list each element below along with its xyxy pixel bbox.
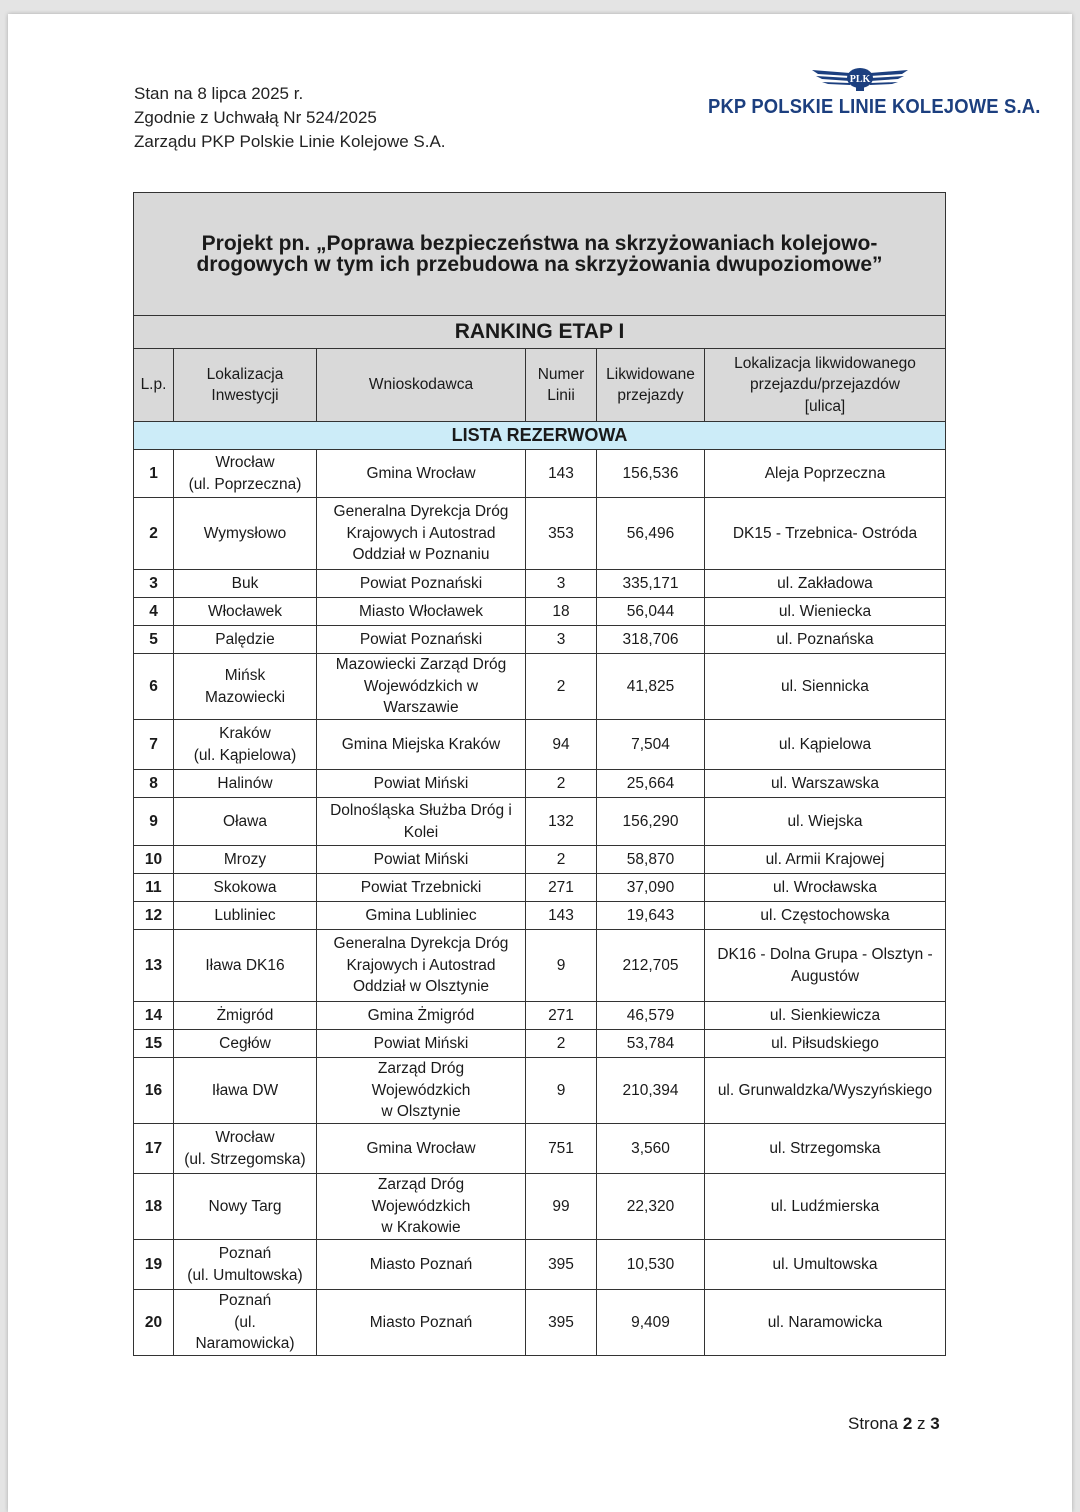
- cell-line: Gmina Miejska Kraków: [341, 735, 501, 753]
- cell-line: Powiat Miński: [373, 1034, 469, 1052]
- ranking-heading: RANKING ETAP I: [134, 316, 946, 349]
- total-pages: 3: [930, 1414, 940, 1433]
- cell-line: Mazowiecki: [204, 688, 286, 706]
- cell-line-number: 271: [526, 1002, 597, 1030]
- cell-line: ul. Umultowska: [772, 1255, 878, 1273]
- cell-applicant: [317, 846, 526, 874]
- cell-line-number: 353: [526, 498, 597, 570]
- cell-lp: 13: [134, 930, 174, 1002]
- cell-line-number: 3: [526, 626, 597, 654]
- column-header-applicant: Wnioskodawca: [317, 349, 526, 422]
- cell-crossings: 10,530: [597, 1240, 705, 1290]
- cell-location: [174, 902, 317, 930]
- cell-street: [705, 1030, 946, 1058]
- cell-line-number: 395: [526, 1240, 597, 1290]
- cell-line: Naramowicka): [195, 1335, 295, 1353]
- cell-street: [705, 498, 946, 570]
- cell-line: Oława: [223, 812, 267, 830]
- cell-line: Gmina Żmigród: [367, 1006, 475, 1024]
- cell-line: Krajowych i Autostrad: [346, 956, 496, 974]
- cell-location: [174, 626, 317, 654]
- cell-applicant: [317, 570, 526, 598]
- cell-lp: 20: [134, 1290, 174, 1356]
- table-row: [134, 770, 946, 798]
- cell-applicant: [317, 1290, 526, 1356]
- cell-line: Skokowa: [213, 878, 277, 896]
- header-line: Numer: [537, 365, 585, 383]
- cell-street: [705, 902, 946, 930]
- table-row: [134, 626, 946, 654]
- cell-applicant: [317, 770, 526, 798]
- company-name: PKP POLSKIE LINIE KOLEJOWE S.A.: [708, 96, 1041, 118]
- cell-line-number: 9: [526, 930, 597, 1002]
- cell-line: ul. Ludźmierska: [770, 1197, 880, 1215]
- pkp-plk-logo: [708, 64, 1041, 128]
- cell-crossings: 56,496: [597, 498, 705, 570]
- cell-crossings: 9,409: [597, 1290, 705, 1356]
- page-label: Strona: [848, 1414, 899, 1433]
- cell-location: [174, 570, 317, 598]
- cell-line: Wymysłowo: [203, 524, 287, 542]
- cell-line-number: 2: [526, 654, 597, 720]
- cell-location: [174, 1124, 317, 1174]
- table-row: [134, 598, 946, 626]
- cell-line: Zarząd Dróg: [377, 1060, 465, 1078]
- current-page: 2: [902, 1414, 913, 1433]
- cell-line: ul. Wrocławska: [773, 878, 877, 896]
- cell-line: Wrocław: [215, 454, 275, 471]
- cell-line: Dolnośląska Służba Dróg i: [330, 802, 512, 819]
- cell-line: Włocławek: [207, 602, 283, 620]
- table-row: [134, 450, 946, 498]
- table-row: [134, 654, 946, 720]
- cell-location: [174, 1002, 317, 1030]
- cell-crossings: 41,825: [597, 654, 705, 720]
- cell-crossings: 7,504: [597, 720, 705, 770]
- cell-lp: 6: [134, 654, 174, 720]
- cell-location: [174, 1058, 317, 1124]
- cell-line: ul. Grunwaldzka/Wyszyńskiego: [717, 1081, 933, 1099]
- cell-line: ul. Kąpielowa: [778, 735, 872, 753]
- cell-lp: 17: [134, 1124, 174, 1174]
- column-header-line-number: [526, 349, 597, 422]
- cell-line: Generalna Dyrekcja Dróg: [333, 503, 509, 521]
- table-row: [134, 1290, 946, 1356]
- cell-line: Zarząd Dróg: [377, 1176, 465, 1194]
- column-header-location: [174, 349, 317, 422]
- cell-lp: 11: [134, 874, 174, 902]
- cell-crossings: 22,320: [597, 1174, 705, 1240]
- project-title: [134, 193, 946, 316]
- cell-street: [705, 798, 946, 846]
- cell-line: (ul.: [234, 1313, 256, 1331]
- cell-line: Mrozy: [223, 850, 267, 868]
- table-row: [134, 846, 946, 874]
- cell-street: [705, 720, 946, 770]
- cell-line: Poznań: [218, 1292, 272, 1310]
- document-page: [8, 14, 1072, 1512]
- cell-crossings: 318,706: [597, 626, 705, 654]
- column-header-lp: L.p.: [134, 349, 174, 422]
- cell-line-number: 271: [526, 874, 597, 902]
- cell-line: Nowy Targ: [208, 1197, 282, 1215]
- cell-line: Oddział w Olsztynie: [352, 978, 490, 996]
- cell-line: Miasto Włocławek: [358, 602, 484, 620]
- cell-line-number: 751: [526, 1124, 597, 1174]
- cell-applicant: [317, 1030, 526, 1058]
- cell-location: [174, 1240, 317, 1290]
- cell-line: Aleja Poprzeczna: [764, 464, 886, 482]
- cell-line: Mińsk: [224, 667, 266, 684]
- cell-line: ul. Naramowicka: [767, 1313, 883, 1331]
- table-row: [134, 570, 946, 598]
- cell-line: Mazowiecki Zarząd Dróg: [335, 656, 507, 674]
- cell-line: Cegłów: [219, 1034, 271, 1052]
- cell-line: Wrocław: [215, 1129, 275, 1146]
- cell-applicant: [317, 1002, 526, 1030]
- cell-line: Halinów: [217, 774, 273, 792]
- header-line: przejazdu/przejazdów: [750, 376, 900, 394]
- table-row: [134, 902, 946, 930]
- cell-line: Augustów: [790, 967, 860, 985]
- cell-line-number: 143: [526, 902, 597, 930]
- cell-line: ul. Sienkiewicza: [769, 1006, 881, 1024]
- table-row: [134, 1030, 946, 1058]
- cell-crossings: 212,705: [597, 930, 705, 1002]
- cell-line: Powiat Poznański: [359, 630, 483, 648]
- plk-winged-emblem-icon: [810, 64, 910, 92]
- cell-applicant: [317, 798, 526, 846]
- cell-line: Powiat Poznański: [359, 574, 483, 592]
- cell-line: Miasto Poznań: [369, 1255, 473, 1273]
- cell-street: [705, 874, 946, 902]
- column-header-street: [705, 349, 946, 422]
- cell-line-number: 132: [526, 798, 597, 846]
- cell-line: ul. Częstochowska: [760, 906, 890, 924]
- cell-line: Żmigród: [216, 1006, 274, 1024]
- cell-street: [705, 1124, 946, 1174]
- cell-crossings: 53,784: [597, 1030, 705, 1058]
- cell-applicant: [317, 1058, 526, 1124]
- cell-location: [174, 654, 317, 720]
- cell-crossings: 3,560: [597, 1124, 705, 1174]
- cell-applicant: [317, 598, 526, 626]
- cell-line: ul. Warszawska: [771, 774, 879, 792]
- cell-location: [174, 1290, 317, 1356]
- cell-crossings: 58,870: [597, 846, 705, 874]
- cell-line-number: 2: [526, 846, 597, 874]
- cell-street: [705, 930, 946, 1002]
- table-row: [134, 1174, 946, 1240]
- cell-line: Kolei: [403, 823, 439, 841]
- header-line: Lokalizacja: [206, 365, 284, 383]
- cell-location: [174, 770, 317, 798]
- cell-line: ul. Wiejska: [787, 812, 863, 830]
- cell-location: [174, 450, 317, 498]
- cell-lp: 16: [134, 1058, 174, 1124]
- cell-applicant: [317, 654, 526, 720]
- cell-line: Gmina Lubliniec: [365, 906, 477, 924]
- cell-line: ul. Strzegomska: [769, 1139, 881, 1157]
- cell-applicant: [317, 1174, 526, 1240]
- table-row: [134, 1240, 946, 1290]
- cell-line-number: 2: [526, 1030, 597, 1058]
- cell-street: [705, 770, 946, 798]
- cell-crossings: 156,536: [597, 450, 705, 498]
- cell-line: Oddział w Poznaniu: [352, 546, 490, 564]
- cell-lp: 2: [134, 498, 174, 570]
- cell-crossings: 19,643: [597, 902, 705, 930]
- cell-line: Wojewódzkich: [371, 1081, 471, 1099]
- cell-street: [705, 1058, 946, 1124]
- cell-line: Palędzie: [215, 630, 275, 648]
- cell-line: ul. Siennicka: [781, 677, 869, 695]
- column-header-crossings: [597, 349, 705, 422]
- cell-line: DK15 - Trzebnica- Ostróda: [732, 524, 918, 542]
- cell-line: (ul. Strzegomska): [184, 1150, 306, 1168]
- header-line: Lokalizacja likwidowanego: [734, 354, 916, 372]
- emblem-text: PLK: [849, 74, 871, 85]
- cell-line: Buk: [231, 574, 259, 592]
- cell-line-number: 3: [526, 570, 597, 598]
- cell-street: [705, 1240, 946, 1290]
- cell-crossings: 25,664: [597, 770, 705, 798]
- cell-line: DK16 - Dolna Grupa - Olsztyn -: [717, 946, 933, 963]
- table-row: [134, 1124, 946, 1174]
- cell-applicant: [317, 1124, 526, 1174]
- cell-applicant: [317, 902, 526, 930]
- cell-location: [174, 846, 317, 874]
- cell-lp: 12: [134, 902, 174, 930]
- cell-crossings: 56,044: [597, 598, 705, 626]
- column-header-row: [134, 349, 946, 422]
- cell-crossings: 46,579: [597, 1002, 705, 1030]
- cell-lp: 18: [134, 1174, 174, 1240]
- cell-lp: 8: [134, 770, 174, 798]
- cell-lp: 4: [134, 598, 174, 626]
- cell-applicant: [317, 450, 526, 498]
- cell-line: Powiat Miński: [373, 774, 469, 792]
- cell-line: Generalna Dyrekcja Dróg: [333, 935, 509, 953]
- table-row: [134, 1002, 946, 1030]
- cell-line: ul. Piłsudskiego: [771, 1034, 879, 1052]
- cell-line: Warszawie: [383, 699, 459, 717]
- cell-lp: 14: [134, 1002, 174, 1030]
- cell-lp: 10: [134, 846, 174, 874]
- header-line: [ulica]: [804, 397, 846, 415]
- cell-street: [705, 1002, 946, 1030]
- cell-line-number: 2: [526, 770, 597, 798]
- cell-applicant: [317, 626, 526, 654]
- header-line: przejazdy: [617, 387, 684, 404]
- cell-lp: 5: [134, 626, 174, 654]
- cell-line-number: 9: [526, 1058, 597, 1124]
- cell-location: [174, 930, 317, 1002]
- cell-applicant: [317, 874, 526, 902]
- cell-location: [174, 1174, 317, 1240]
- cell-line: ul. Armii Krajowej: [765, 850, 885, 868]
- cell-line: Wojewódzkich: [371, 1197, 471, 1215]
- cell-lp: 15: [134, 1030, 174, 1058]
- cell-applicant: [317, 720, 526, 770]
- cell-street: [705, 846, 946, 874]
- cell-line: (ul. Kąpielowa): [193, 746, 297, 764]
- cell-street: [705, 1174, 946, 1240]
- cell-street: [705, 570, 946, 598]
- table-row: [134, 930, 946, 1002]
- cell-line: (ul. Poprzeczna): [188, 475, 302, 493]
- cell-lp: 9: [134, 798, 174, 846]
- cell-line: ul. Wieniecka: [778, 602, 872, 620]
- table-row: [134, 498, 946, 570]
- cell-crossings: 335,171: [597, 570, 705, 598]
- cell-line-number: 94: [526, 720, 597, 770]
- document-header: [134, 82, 446, 154]
- page-number: [848, 1414, 940, 1434]
- board-name: Zarządu PKP Polskie Linie Kolejowe S.A.: [134, 132, 446, 151]
- table-row: [134, 874, 946, 902]
- cell-line-number: 18: [526, 598, 597, 626]
- cell-crossings: 156,290: [597, 798, 705, 846]
- resolution-number: Zgodnie z Uchwałą Nr 524/2025: [134, 108, 377, 127]
- cell-location: [174, 498, 317, 570]
- cell-lp: 19: [134, 1240, 174, 1290]
- project-title-line: Projekt pn. „Poprawa bezpieczeństwa na skrzyżowaniach kolejowo-: [201, 231, 878, 255]
- cell-line: w Olsztynie: [381, 1103, 461, 1121]
- cell-line: Iława DW: [211, 1081, 279, 1099]
- cell-line-number: 99: [526, 1174, 597, 1240]
- cell-line: Gmina Wrocław: [366, 464, 476, 482]
- cell-location: [174, 1030, 317, 1058]
- cell-line: ul. Zakładowa: [777, 574, 873, 592]
- table-row: [134, 798, 946, 846]
- header-line: Inwestycji: [211, 387, 279, 404]
- cell-line: Kraków: [219, 725, 271, 742]
- header-line: Linii: [547, 387, 575, 404]
- cell-line: w Krakowie: [381, 1219, 461, 1237]
- header-line: Likwidowane: [606, 365, 695, 383]
- cell-crossings: 210,394: [597, 1058, 705, 1124]
- cell-line: Poznań: [218, 1245, 272, 1262]
- project-title-line: drogowych w tym ich przebudowa na skrzyżowania dwupoziomowe”: [196, 253, 883, 276]
- status-date: Stan na 8 lipca 2025 r.: [134, 84, 304, 103]
- ranking-table: [133, 192, 946, 1356]
- cell-lp: 3: [134, 570, 174, 598]
- cell-line: Powiat Miński: [373, 850, 469, 868]
- cell-location: [174, 874, 317, 902]
- table-row: [134, 720, 946, 770]
- cell-street: [705, 450, 946, 498]
- cell-lp: 1: [134, 450, 174, 498]
- cell-line: (ul. Umultowska): [187, 1266, 303, 1284]
- reserve-list-heading: LISTA REZERWOWA: [134, 422, 946, 450]
- cell-street: [705, 626, 946, 654]
- cell-line: Wojewódzkich w: [363, 677, 479, 695]
- cell-line: Lubliniec: [214, 906, 276, 924]
- cell-location: [174, 720, 317, 770]
- cell-line-number: 143: [526, 450, 597, 498]
- cell-crossings: 37,090: [597, 874, 705, 902]
- cell-street: [705, 1290, 946, 1356]
- cell-location: [174, 598, 317, 626]
- cell-applicant: [317, 498, 526, 570]
- cell-lp: 7: [134, 720, 174, 770]
- cell-applicant: [317, 930, 526, 1002]
- cell-street: [705, 598, 946, 626]
- cell-line: Powiat Trzebnicki: [360, 878, 482, 896]
- cell-line: ul. Poznańska: [776, 630, 874, 648]
- cell-line: Miasto Poznań: [369, 1313, 473, 1331]
- page-separator: z: [917, 1414, 926, 1433]
- cell-applicant: [317, 1240, 526, 1290]
- cell-location: [174, 798, 317, 846]
- cell-line-number: 395: [526, 1290, 597, 1356]
- cell-street: [705, 654, 946, 720]
- cell-line: Krajowych i Autostrad: [346, 524, 496, 542]
- cell-line: Gmina Wrocław: [366, 1139, 476, 1157]
- table-row: [134, 1058, 946, 1124]
- cell-line: Iława DK16: [205, 956, 285, 974]
